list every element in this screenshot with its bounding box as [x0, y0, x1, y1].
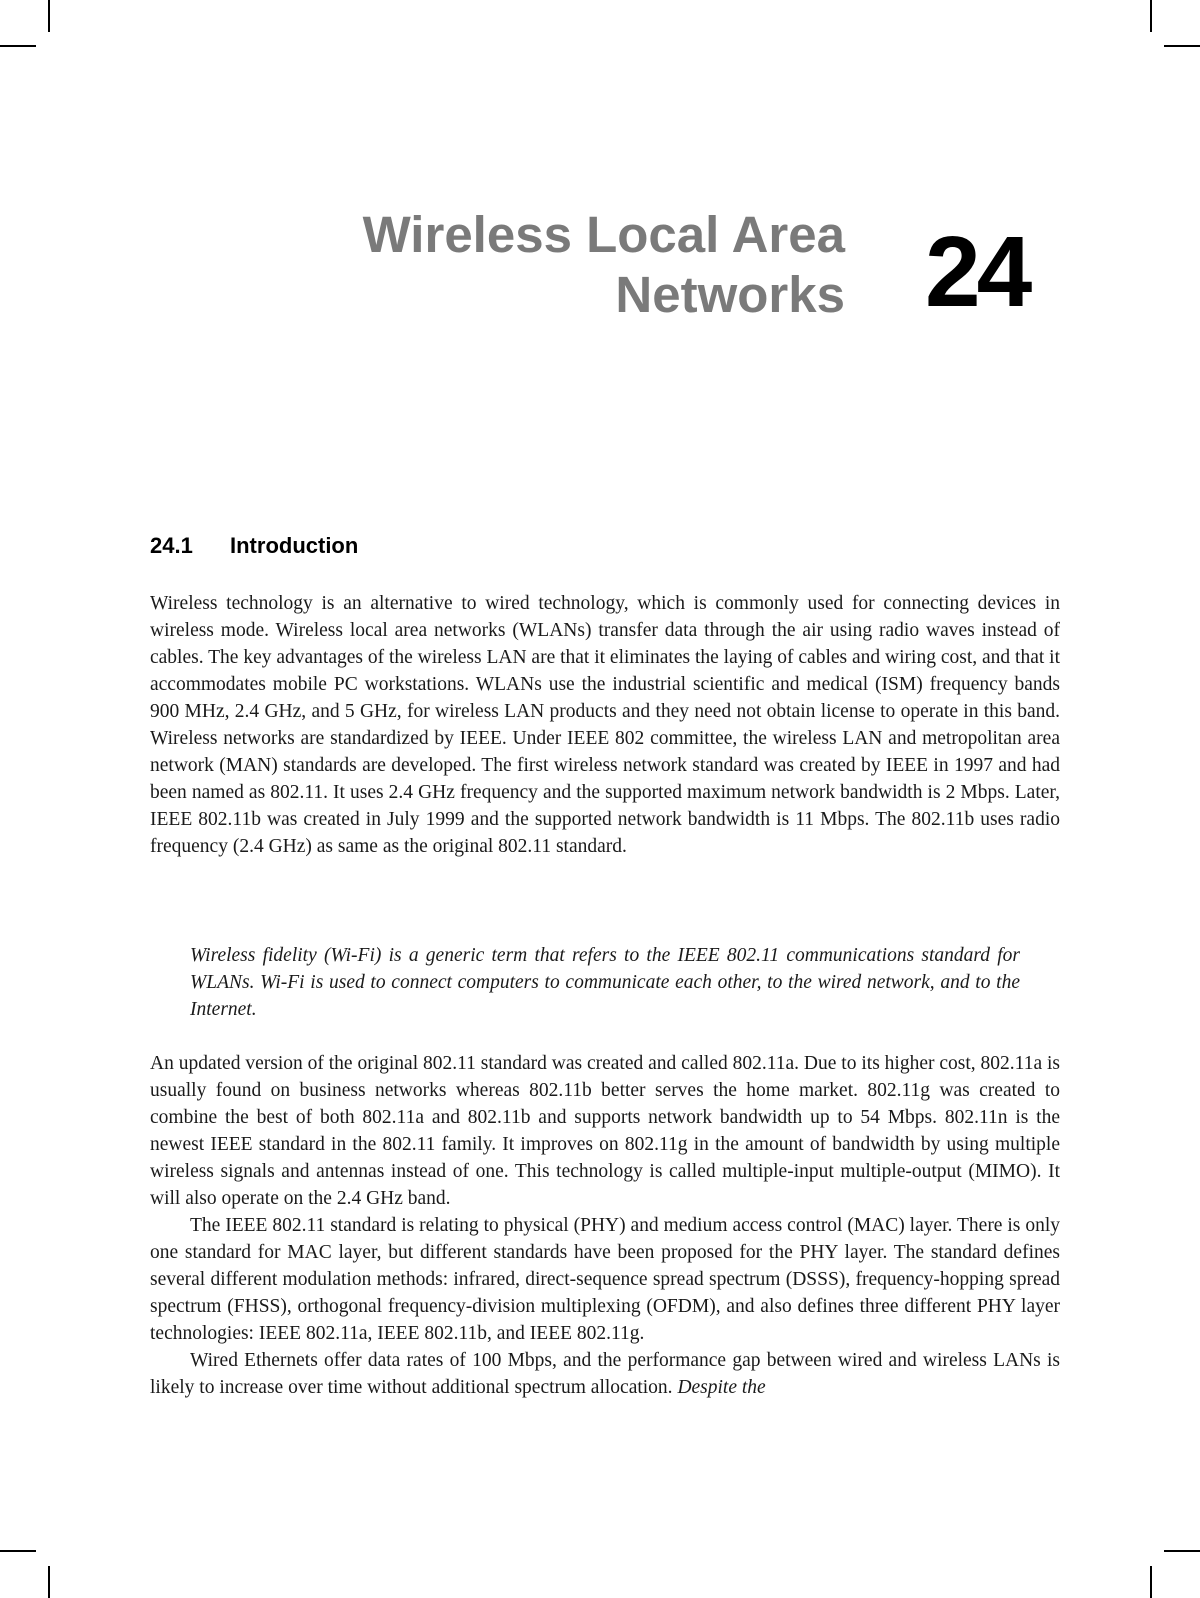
paragraph: An updated version of the original 802.11 standard was created and called 802.11a. Due to its higher cost, 802.11a is usually found on business networks whereas 802.11b better serves the home market. 802.11g was created to combine the best of both 802.11a and 802.11b and supports network bandwidth up to 54 Mbps. 802.11n is the newest IEEE standard in the 802.11 family. It improves on 802.11g in the amount of bandwidth by using multiple wireless signals and antennas instead of one. This technology is called multiple-input multiple-output (MIMO). It will also operate on the 2.4 GHz band.	[150, 1053, 1060, 1209]
paragraph	[150, 1347, 1060, 1401]
paragraph: The IEEE 802.11 standard is relating to physical (PHY) and medium access control (MAC) layer. There is only one standard for MAC layer, but different standards have been proposed for the PHY layer. The standard defines several different modulation methods: infrared, direct-sequence spread spectrum (DSSS), frequency-hopping spread spectrum (FHSS), orthogonal frequency-division multiplexing (OFDM), and also defines three different PHY layer technologies: IEEE 802.11a, IEEE 802.11b, and IEEE 802.11g.	[150, 1215, 1060, 1344]
crop-mark	[1164, 45, 1200, 47]
paragraph-italic-text: Despite the	[677, 1377, 766, 1398]
crop-mark	[0, 45, 36, 47]
crop-mark	[1164, 1550, 1200, 1552]
crop-mark	[0, 1550, 36, 1552]
body-text-block	[150, 590, 1060, 860]
chapter-number: 24	[925, 216, 1029, 328]
crop-mark	[1150, 1566, 1152, 1598]
section-heading	[150, 533, 358, 559]
body-text-block	[150, 1050, 1060, 1401]
chapter-title	[245, 205, 845, 325]
section-number: 24.1	[150, 533, 193, 558]
paragraph-text: Wired Ethernets offer data rates of 100 Mbps, and the performance gap between wired and wireless LANs is likely to increase over time without additional spectrum allocation.	[150, 1350, 1060, 1398]
crop-mark	[48, 1566, 50, 1598]
highlight-quote: Wireless fidelity (Wi-Fi) is a generic term that refers to the IEEE 802.11 communications standard for WLANs. Wi-Fi is used to connect computers to communicate each other, to the wired network, and to the Internet.	[190, 945, 1020, 1020]
chapter-title-line2: Networks	[615, 266, 845, 323]
paragraph: Wireless technology is an alternative to wired technology, which is commonly used for connecting devices in wireless mode. Wireless local area networks (WLANs) transfer data through the air using radio waves instead of cables. The key advantages of the wireless LAN are that it eliminates the laying of cables and wiring cost, and that it accommodates mobile PC workstations. WLANs use the industrial scientific and medical (ISM) frequency bands 900 MHz, 2.4 GHz, and 5 GHz, for wireless LAN products and they need not obtain license to operate in this band. Wireless networks are standardized by IEEE. Under IEEE 802 committee, the wireless LAN and metropolitan area network (MAN) standards are developed. The first wireless network standard was created by IEEE in 1997 and had been named as 802.11. It uses 2.4 GHz frequency and the supported maximum network bandwidth is 2 Mbps. Later, IEEE 802.11b was created in July 1999 and the supported network bandwidth is 11 Mbps. The 802.11b uses radio frequency (2.4 GHz) as same as the original 802.11 standard.	[150, 593, 1060, 857]
chapter-title-line1: Wireless Local Area	[362, 206, 845, 263]
section-title: Introduction	[230, 533, 359, 558]
crop-mark	[48, 0, 50, 32]
crop-mark	[1150, 0, 1152, 32]
